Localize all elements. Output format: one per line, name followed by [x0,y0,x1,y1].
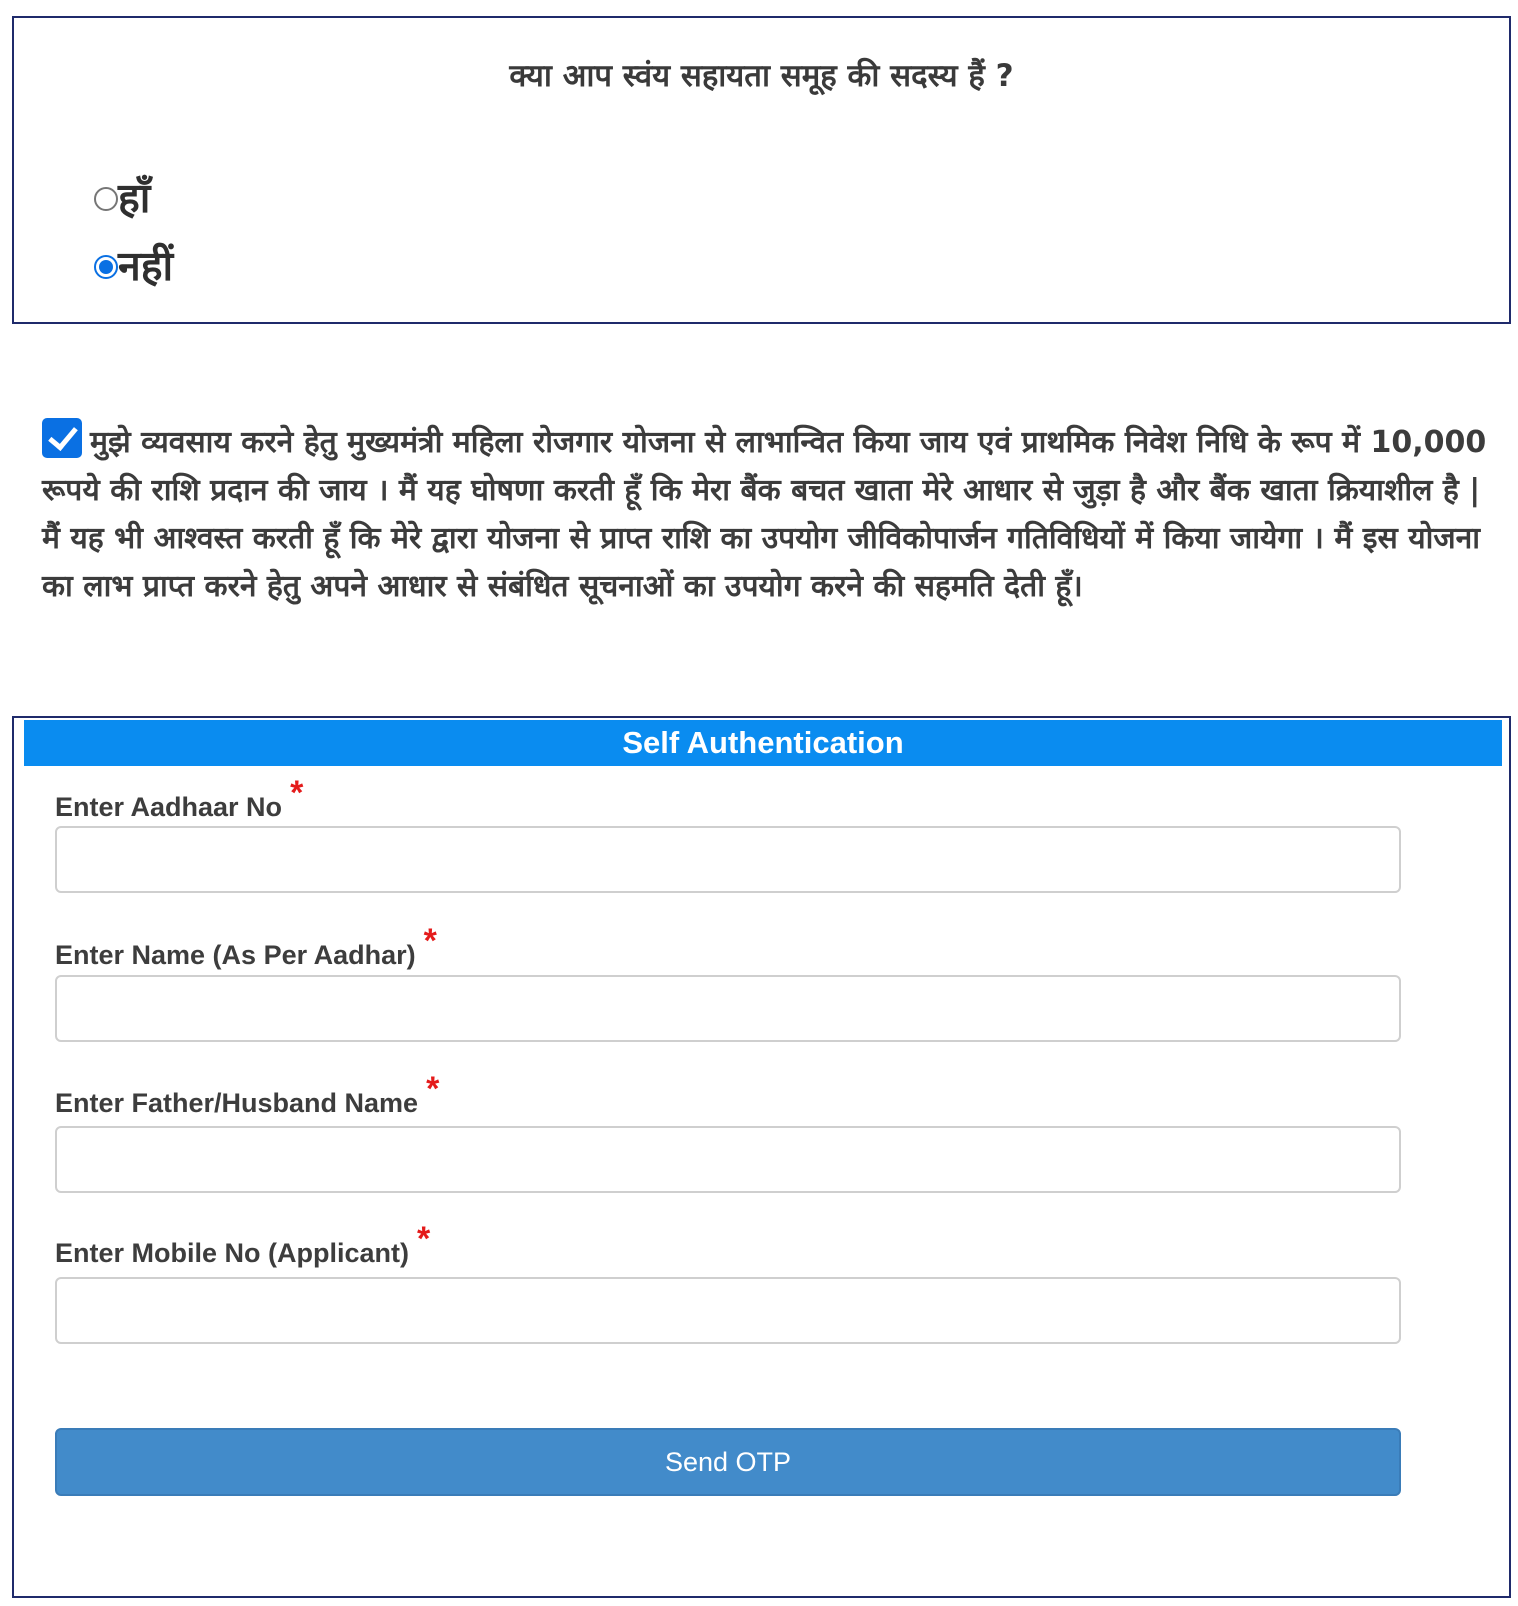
radio-yes-label[interactable]: हाँ [118,174,151,222]
mobile-label [55,1220,431,1271]
required-marker: * [417,1220,431,1258]
shg-option-no[interactable] [94,242,174,290]
father-husband-label-text: Enter Father/Husband Name [55,1088,419,1118]
name-label [55,922,437,973]
aadhaar-label [55,774,304,825]
consent-declaration [42,418,1492,611]
required-marker: * [423,922,437,960]
shg-option-yes[interactable] [94,174,151,222]
aadhaar-label-text: Enter Aadhaar No [55,792,283,822]
shg-question-panel [12,16,1511,324]
father-husband-input[interactable] [55,1126,1401,1193]
shg-question-text: क्या आप स्वंय सहायता समूह की सदस्य हैं ? [509,58,1014,94]
radio-no-label[interactable]: नहीं [118,242,174,290]
name-input[interactable] [55,975,1401,1042]
send-otp-button[interactable]: Send OTP [55,1428,1401,1496]
aadhaar-input[interactable] [55,826,1401,893]
radio-no[interactable] [94,255,118,279]
required-marker: * [290,774,304,812]
mobile-label-text: Enter Mobile No (Applicant) [55,1238,409,1268]
name-label-text: Enter Name (As Per Aadhar) [55,940,416,970]
father-husband-label [55,1070,440,1121]
consent-checkbox[interactable] [42,418,82,458]
panel-title: Self Authentication [24,720,1502,766]
mobile-input[interactable] [55,1277,1401,1344]
required-marker: * [426,1070,440,1108]
radio-yes[interactable] [94,187,118,211]
consent-text: मुझे व्यवसाय करने हेतु मुख्यमंत्री महिला रोजगार योजना से लाभान्वित किया जाय एवं प्राथमिक निवेश निधि के रूप में 10,000 रूपये की राशि प्रदान की जाय । मैं यह घोषणा करती हूँ कि मेरा बैंक बचत खाता मेरे आधार से जुड़ा है और बैंक खाता क्रियाशील है | मैं यह भी आश्वस्त करती हूँ कि मेरे द्वारा योजना से प्राप्त राशि का उपयोग जीविकोपार्जन गतिविधियों में किया जायेगा । मैं इस योजना का लाभ प्राप्त करने हेतु अपने आधार से संबंधित सूचनाओं का उपयोग करने की सहमति देती हूँ। [42,425,1487,604]
self-authentication-panel [12,716,1511,1598]
